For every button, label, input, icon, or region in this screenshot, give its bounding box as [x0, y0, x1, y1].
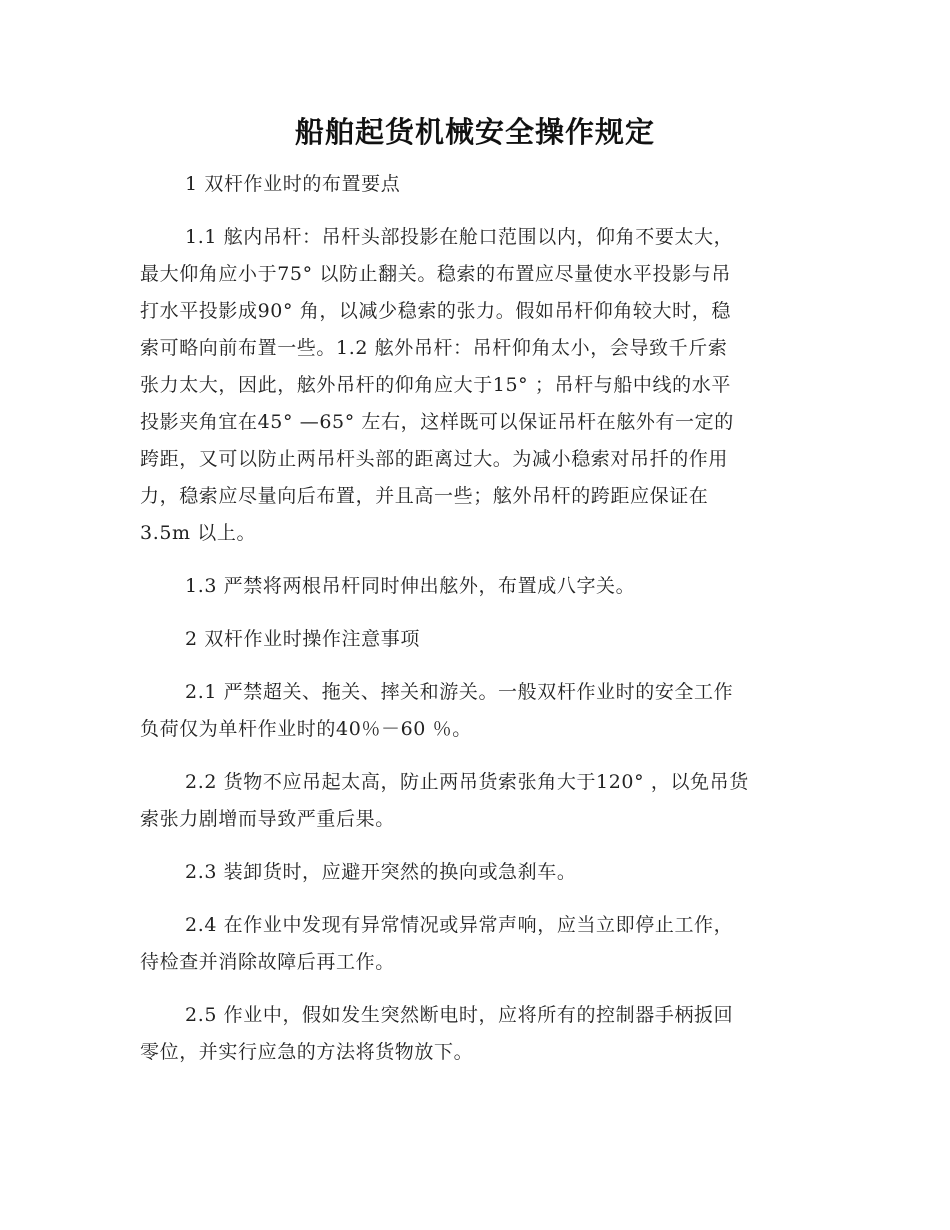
paragraph-line: 打水平投影成90° 角，以减少稳索的张力。假如吊杆仰角较大时，稳: [140, 300, 731, 322]
paragraph-line: 零位，并实行应急的方法将货物放下。: [140, 1041, 474, 1063]
paragraph-line: 2.3 装卸货时，应避开突然的换向或急刹车。: [185, 861, 577, 883]
paragraph-line: 待检查并消除故障后再工作。: [140, 951, 395, 973]
paragraph-line: 2.2 货物不应吊起太高，防止两吊货索张角大于120° ，以免吊货: [185, 771, 749, 793]
document-title: 船舶起货机械安全操作规定: [294, 115, 655, 149]
paragraph-line: 1.1 舷内吊杆：吊杆头部投影在舱口范围以内，仰角不要太大，: [185, 226, 734, 248]
paragraph-line: 投影夹角宜在45° —65° 左右，这样既可以保证吊杆在舷外有一定的: [140, 411, 734, 433]
paragraph-line: 力，稳索应尽量向后布置，并且高一些；舷外吊杆的跨距应保证在: [140, 485, 709, 507]
paragraph-line: 跨距，又可以防止两吊杆头部的距离过大。为减小稳索对吊扦的作用: [140, 448, 729, 470]
paragraph-line: 2.5 作业中，假如发生突然断电时，应将所有的控制器手柄扳回: [185, 1004, 734, 1026]
paragraph-line: 2.4 在作业中发现有异常情况或异常声响，应当立即停止工作，: [185, 914, 734, 936]
paragraph-line: 3.5m 以上。: [140, 522, 257, 544]
paragraph-line: 索可略向前布置一些。1.2 舷外吊杆：吊杆仰角太小，会导致千斤索: [140, 337, 728, 359]
section-heading-2: 2 双杆作业时操作注意事项: [185, 628, 420, 650]
paragraph-line: 2.1 严禁超关、拖关、摔关和游关。一般双杆作业时的安全工作: [185, 681, 734, 703]
paragraph-line: 索张力剧增而导致严重后果。: [140, 808, 395, 830]
paragraph-line: 1.3 严禁将两根吊杆同时伸出舷外，布置成八字关。: [185, 575, 636, 597]
paragraph-line: 最大仰角应小于75° 以防止翻关。稳索的布置应尽量使水平投影与吊: [140, 263, 731, 285]
paragraph-line: 负荷仅为单杆作业时的40％－60 ％。: [140, 718, 472, 740]
section-heading-1: 1 双杆作业时的布置要点: [185, 173, 401, 195]
paragraph-line: 张力太大，因此，舷外吊杆的仰角应大于15° ；吊杆与船中线的水平: [140, 374, 731, 396]
